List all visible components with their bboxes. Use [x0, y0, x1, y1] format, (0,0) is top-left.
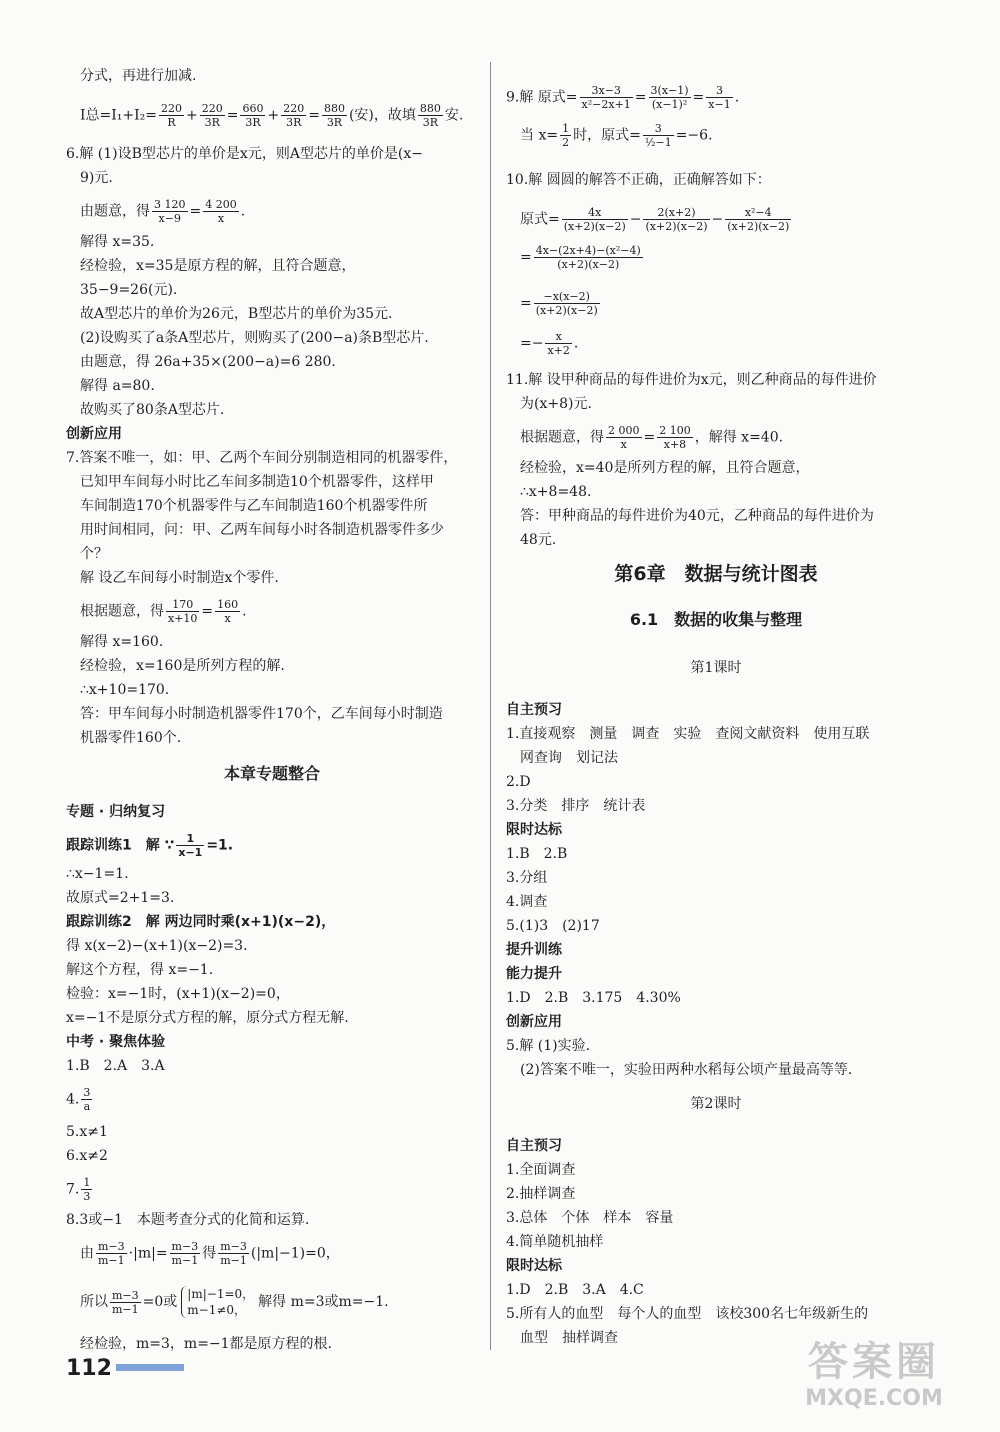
answer-line	[66, 198, 245, 225]
fraction	[200, 102, 225, 129]
answer-line: 2.D	[506, 774, 531, 790]
answer-line: 得 x(x−2)−(x+1)(x−2)=3.	[66, 938, 248, 954]
fraction-denominator: x	[224, 612, 231, 625]
answer-line	[506, 290, 602, 317]
inline-text: =1.	[206, 837, 234, 854]
inline-text: =	[643, 429, 656, 446]
lesson-title: 第1课时	[690, 660, 742, 676]
answer-line: 3.分类 排序 统计表	[506, 798, 646, 814]
answer-line	[506, 330, 578, 357]
inline-text: =	[226, 107, 239, 124]
fraction-denominator: m−1	[171, 1254, 199, 1267]
answer-line: 3.分组	[506, 870, 548, 886]
fraction-numerator: 4x−(2x+4)−(x²−4)	[535, 244, 641, 257]
fraction-denominator: (x+2)(x−2)	[557, 258, 620, 271]
inline-text: +	[267, 107, 280, 124]
inline-text: .	[734, 89, 740, 106]
fraction-denominator: (x+2)(x−2)	[535, 304, 598, 317]
fraction-denominator: x	[217, 212, 225, 225]
brace-system	[181, 1286, 254, 1318]
answer-line	[66, 1176, 94, 1203]
fraction	[166, 598, 199, 625]
answer-line	[66, 832, 233, 859]
fraction	[110, 1289, 141, 1316]
fraction	[649, 84, 691, 111]
fraction-denominator: x	[620, 438, 627, 451]
fraction	[159, 102, 184, 129]
answer-line: 检验：x=−1时，(x+1)(x−2)=0，	[66, 986, 290, 1002]
answer-line: (2)设购买了a条A型芯片，则购买了(200−a)条B型芯片.	[80, 330, 429, 346]
watermark-url: MXQE.COM	[805, 1386, 943, 1411]
section-heading: 提升训练	[506, 942, 562, 958]
fraction-numerator: x	[545, 330, 571, 344]
inline-text: =	[201, 603, 214, 620]
fraction-denominator: m−1	[220, 1254, 247, 1267]
inline-text: 根据题意，得	[80, 603, 164, 620]
column-divider	[490, 62, 491, 1350]
inline-text: =	[520, 249, 532, 266]
fraction-numerator: 2(x+2)	[643, 206, 709, 220]
section-heading: 自主预习	[506, 702, 562, 718]
answer-line: 6.解 (1)设B型芯片的单价是x元，则A型芯片的单价是(x−	[66, 146, 424, 162]
fraction-numerator: m−3	[220, 1240, 247, 1253]
section-heading: 自主预习	[506, 1138, 562, 1154]
fraction	[322, 102, 347, 129]
brace-row: |m|−1=0，	[187, 1287, 255, 1301]
fraction	[203, 198, 239, 225]
inline-text: =	[308, 107, 320, 124]
answer-line	[66, 1286, 389, 1318]
fraction-numerator: m−3	[98, 1240, 125, 1253]
fraction-denominator: x+10	[168, 612, 198, 625]
fraction	[176, 832, 204, 859]
section-heading: 限时达标	[506, 1258, 562, 1274]
fraction-denominator: 3R	[286, 116, 302, 129]
fraction-numerator: m−3	[112, 1288, 139, 1302]
inline-text: I总=I₁+I₂=	[80, 107, 158, 124]
answer-line: 1.全面调查	[506, 1162, 576, 1178]
inline-text: −	[711, 211, 724, 228]
fraction	[560, 122, 571, 149]
fraction	[81, 1086, 92, 1113]
fraction	[545, 330, 571, 357]
answer-line: 解 设乙车间每小时制造x个零件.	[80, 570, 279, 586]
inline-text: 4.	[66, 1091, 80, 1108]
fraction-numerator: 220	[161, 102, 183, 115]
inline-text: 得	[202, 1245, 217, 1262]
answer-line: 经检验，x=35是原方程的解，且符合题意，	[80, 258, 356, 274]
answer-line: ∴x+8=48.	[520, 484, 592, 500]
answer-line: 个？	[80, 546, 108, 562]
answer-line: 9)元.	[80, 170, 113, 186]
answer-line: 1.D 2.B 3.175 4.30%	[506, 990, 681, 1006]
fraction	[643, 206, 709, 233]
answer-line: 5.(1)3 (2)17	[506, 918, 600, 934]
fraction-numerator: 1	[562, 122, 570, 135]
fraction-numerator: x²−4	[725, 206, 791, 220]
inline-text: 时，原式=	[573, 127, 641, 144]
fraction-denominator: 3R	[204, 116, 220, 129]
inline-text: 7.	[66, 1181, 80, 1198]
fraction-denominator: ½−1	[644, 136, 672, 149]
fraction-denominator: a	[83, 1100, 91, 1113]
section-title: 6.1 数据的收集与整理	[629, 610, 803, 629]
answer-line: 5.解 (1)实验.	[506, 1038, 591, 1054]
inline-text: 解得 m=3或m=−1.	[258, 1294, 389, 1310]
fraction-numerator: 2 100	[659, 424, 691, 437]
inline-text: .	[242, 603, 247, 620]
inline-text: 安.	[444, 107, 464, 124]
fraction-denominator: 2	[562, 136, 570, 149]
answer-line: 4.调查	[506, 894, 548, 910]
fraction-numerator: 3	[706, 84, 732, 98]
fraction-denominator: m−1	[112, 1302, 139, 1316]
answer-line: 血型 抽样调查	[520, 1330, 618, 1346]
inline-text: 所以	[80, 1294, 108, 1310]
answer-line: 用时间相同，问：甲、乙两车间每小时各制造机器零件多少	[80, 522, 444, 538]
inline-text: (|m|−1)=0，	[250, 1245, 340, 1262]
answer-line: 故购买了80条A型芯片.	[80, 402, 225, 418]
section-heading: 能力提升	[506, 966, 562, 982]
answer-line: 5.所有人的血型 每个人的血型 该校300名七年级新生的	[506, 1306, 869, 1322]
fraction-denominator: x−1	[178, 846, 203, 859]
answer-line: 35−9=26(元).	[80, 282, 178, 298]
fraction-numerator: 220	[201, 102, 223, 115]
fraction-numerator: 3x−3	[580, 84, 633, 98]
fraction	[706, 84, 732, 111]
watermark-logo-text: 答案圈	[808, 1339, 940, 1385]
fraction-denominator: (x−1)²	[651, 98, 688, 111]
fraction	[580, 84, 633, 111]
fraction	[281, 102, 306, 129]
answer-line: x=−1不是原分式方程的解，原分式方程无解.	[66, 1010, 349, 1026]
inline-text: =0或	[142, 1294, 178, 1310]
fraction-denominator: 3	[83, 1190, 91, 1203]
answer-line: 解得 x=160.	[80, 634, 164, 650]
section-heading: 专题 · 归纳复习	[66, 804, 166, 820]
answer-line: 7.答案不唯一，如：甲、乙两个车间分别制造相同的机器零件，	[66, 450, 458, 466]
fraction-numerator: m−3	[171, 1240, 199, 1253]
fraction-numerator: 880	[419, 102, 441, 115]
section-title: 本章专题整合	[223, 764, 320, 783]
answer-line: 故A型芯片的单价为26元，B型芯片的单价为35元.	[80, 306, 393, 322]
fraction	[725, 206, 791, 233]
fraction-numerator: 160	[217, 598, 239, 611]
inline-text: 9.解 原式=	[506, 89, 578, 106]
fraction-numerator: 170	[166, 598, 199, 612]
answer-line: 已知甲车间每小时比乙车间多制造10个机器零件，这样甲	[80, 474, 434, 490]
lesson-title: 第2课时	[690, 1096, 742, 1112]
fraction-numerator: 660	[242, 102, 264, 115]
answer-line: 网查询 划记法	[520, 750, 618, 766]
answer-line	[66, 1086, 94, 1113]
fraction	[215, 598, 240, 625]
section-heading: 创新应用	[66, 426, 122, 442]
answer-line	[66, 102, 463, 129]
answer-line: ∴x+10=170.	[80, 682, 170, 698]
fraction-numerator: 3(x−1)	[650, 84, 689, 97]
page-number: 112	[66, 1356, 112, 1381]
inline-text: −	[629, 211, 642, 228]
inline-text: =	[634, 89, 647, 106]
answer-line: 6.x≠2	[66, 1148, 108, 1164]
answer-line: 解这个方程，得 x=−1.	[66, 962, 214, 978]
answer-line: 2.抽样调查	[506, 1186, 576, 1202]
inline-text: (安)，故填	[348, 107, 416, 124]
fraction-denominator: 3R	[422, 116, 439, 129]
inline-text: .	[573, 335, 579, 352]
fraction-numerator: 1	[83, 1176, 91, 1189]
fraction-numerator: −x(x−2)	[534, 290, 600, 304]
inline-text: 由题意，得	[80, 203, 150, 220]
answer-line: 解得 x=35.	[80, 234, 155, 250]
answer-line: 分式，再进行加减.	[80, 68, 197, 84]
answer-line: ∴x−1=1.	[66, 866, 129, 882]
fraction-numerator: 2 000	[608, 424, 640, 437]
inline-text: =	[520, 295, 532, 312]
inline-text: 跟踪训练1 解 ∵	[66, 837, 175, 854]
answer-line: 跟踪训练2 解 两边同时乘(x+1)(x−2)，	[66, 914, 336, 930]
answer-line: 故原式=2+1=3.	[66, 890, 175, 906]
fraction	[218, 1240, 249, 1267]
answer-line: 经检验，x=40是所列方程的解，且符合题意，	[520, 460, 810, 476]
fraction-numerator: 3	[83, 1086, 91, 1099]
inline-text: =−6.	[675, 127, 713, 144]
answer-line: 由题意，得 26a+35×(200−a)=6 280.	[80, 354, 336, 370]
fraction-numerator: 4x	[562, 206, 628, 220]
page-number-bar	[116, 1364, 184, 1371]
inline-text: +	[186, 107, 198, 124]
fraction	[240, 102, 265, 129]
answer-line: 为(x+8)元.	[520, 396, 592, 412]
inline-text: 当 x=	[520, 127, 559, 144]
fraction-numerator: 3	[643, 122, 674, 136]
answer-line	[506, 122, 713, 149]
fraction	[534, 290, 600, 317]
fraction-denominator: (x+2)(x−2)	[645, 220, 708, 233]
inline-text: 根据题意，得	[520, 429, 604, 446]
answer-line	[506, 424, 783, 451]
fraction-denominator: (x+2)(x−2)	[563, 220, 626, 233]
answer-line: 3.总体 个体 样本 容量	[506, 1210, 674, 1226]
fraction	[96, 1240, 127, 1267]
fraction	[643, 122, 674, 149]
brace-row: m−1≠0，	[187, 1303, 247, 1317]
answer-line: 1.D 2.B 3.A 4.C	[506, 1282, 644, 1298]
fraction-denominator: 3R	[245, 116, 261, 129]
fraction	[606, 424, 642, 451]
answer-line: 48元.	[520, 532, 557, 548]
fraction-denominator: 3R	[326, 116, 343, 129]
fraction-denominator: x+8	[663, 438, 687, 451]
answer-line: 答：甲车间每小时制造机器零件170个，乙车间每小时制造	[80, 706, 443, 722]
fraction	[562, 206, 628, 233]
fraction-denominator: x²−2x+1	[581, 98, 631, 111]
answer-line: 1.B 2.B	[506, 846, 568, 862]
fraction-numerator: 880	[323, 102, 345, 115]
answer-line: 经检验，x=160是所列方程的解.	[80, 658, 285, 674]
answer-line	[506, 206, 793, 233]
inline-text: .	[240, 203, 246, 220]
fraction-denominator: R	[167, 116, 176, 129]
answer-line: 1.B 2.A 3.A	[66, 1058, 165, 1074]
answer-line: 1.直接观察 测量 调查 实验 查阅文献资料 使用互联	[506, 726, 870, 742]
fraction-denominator: (x+2)(x−2)	[727, 220, 790, 233]
fraction-numerator: 1	[176, 832, 204, 846]
answer-line: 经检验，m=3，m=−1都是原方程的根.	[80, 1336, 333, 1352]
fraction	[170, 1240, 201, 1267]
fraction-denominator: x−9	[158, 212, 181, 225]
answer-line	[66, 1240, 340, 1267]
inline-text: =	[692, 89, 705, 106]
inline-text: ·|m|=	[128, 1245, 168, 1262]
answer-line	[506, 84, 739, 111]
answer-line: 机器零件160个.	[80, 730, 182, 746]
answer-line: 4.简单随机抽样	[506, 1234, 604, 1250]
chapter-title: 第6章 数据与统计图表	[614, 563, 818, 585]
fraction	[534, 244, 643, 271]
section-heading: 限时达标	[506, 822, 562, 838]
answer-line: 11.解 设甲种商品的每件进价为x元，则乙种商品的每件进价	[506, 372, 877, 388]
watermark	[762, 1338, 986, 1422]
fraction	[152, 198, 188, 225]
inline-text: 由	[80, 1245, 94, 1262]
fraction-denominator: x+2	[547, 344, 570, 357]
fraction	[418, 102, 443, 129]
fraction	[657, 424, 693, 451]
answer-line: 答：甲种商品的每件进价为40元，乙种商品的每件进价为	[520, 508, 874, 524]
fraction	[81, 1176, 92, 1203]
inline-text: =−	[520, 335, 544, 352]
answer-line: 10.解 圆圆的解答不正确，正确解答如下：	[506, 172, 771, 188]
answer-line	[506, 244, 645, 271]
answer-line: 8.3或−1 本题考查分式的化简和运算.	[66, 1212, 310, 1228]
inline-text: =	[189, 203, 202, 220]
answer-line: 车间制造170个机器零件与乙车间制造160个机器零件所	[80, 498, 428, 514]
answer-line	[66, 598, 247, 625]
section-heading: 创新应用	[506, 1014, 562, 1030]
fraction-numerator: 4 200	[205, 198, 237, 211]
answer-line: (2)答案不唯一，实验田两种水稻每公顷产量最高等等.	[520, 1062, 853, 1078]
answer-line: 解得 a=80.	[80, 378, 155, 394]
section-heading: 中考 · 聚焦体验	[66, 1034, 166, 1050]
fraction-denominator: m−1	[98, 1254, 125, 1267]
answer-line: 5.x≠1	[66, 1124, 108, 1140]
fraction-numerator: 220	[283, 102, 305, 115]
fraction-numerator: 3 120	[154, 198, 186, 211]
fraction-denominator: x−1	[708, 98, 731, 111]
inline-text: 原式=	[520, 211, 560, 228]
inline-text: ，解得 x=40.	[694, 429, 784, 446]
